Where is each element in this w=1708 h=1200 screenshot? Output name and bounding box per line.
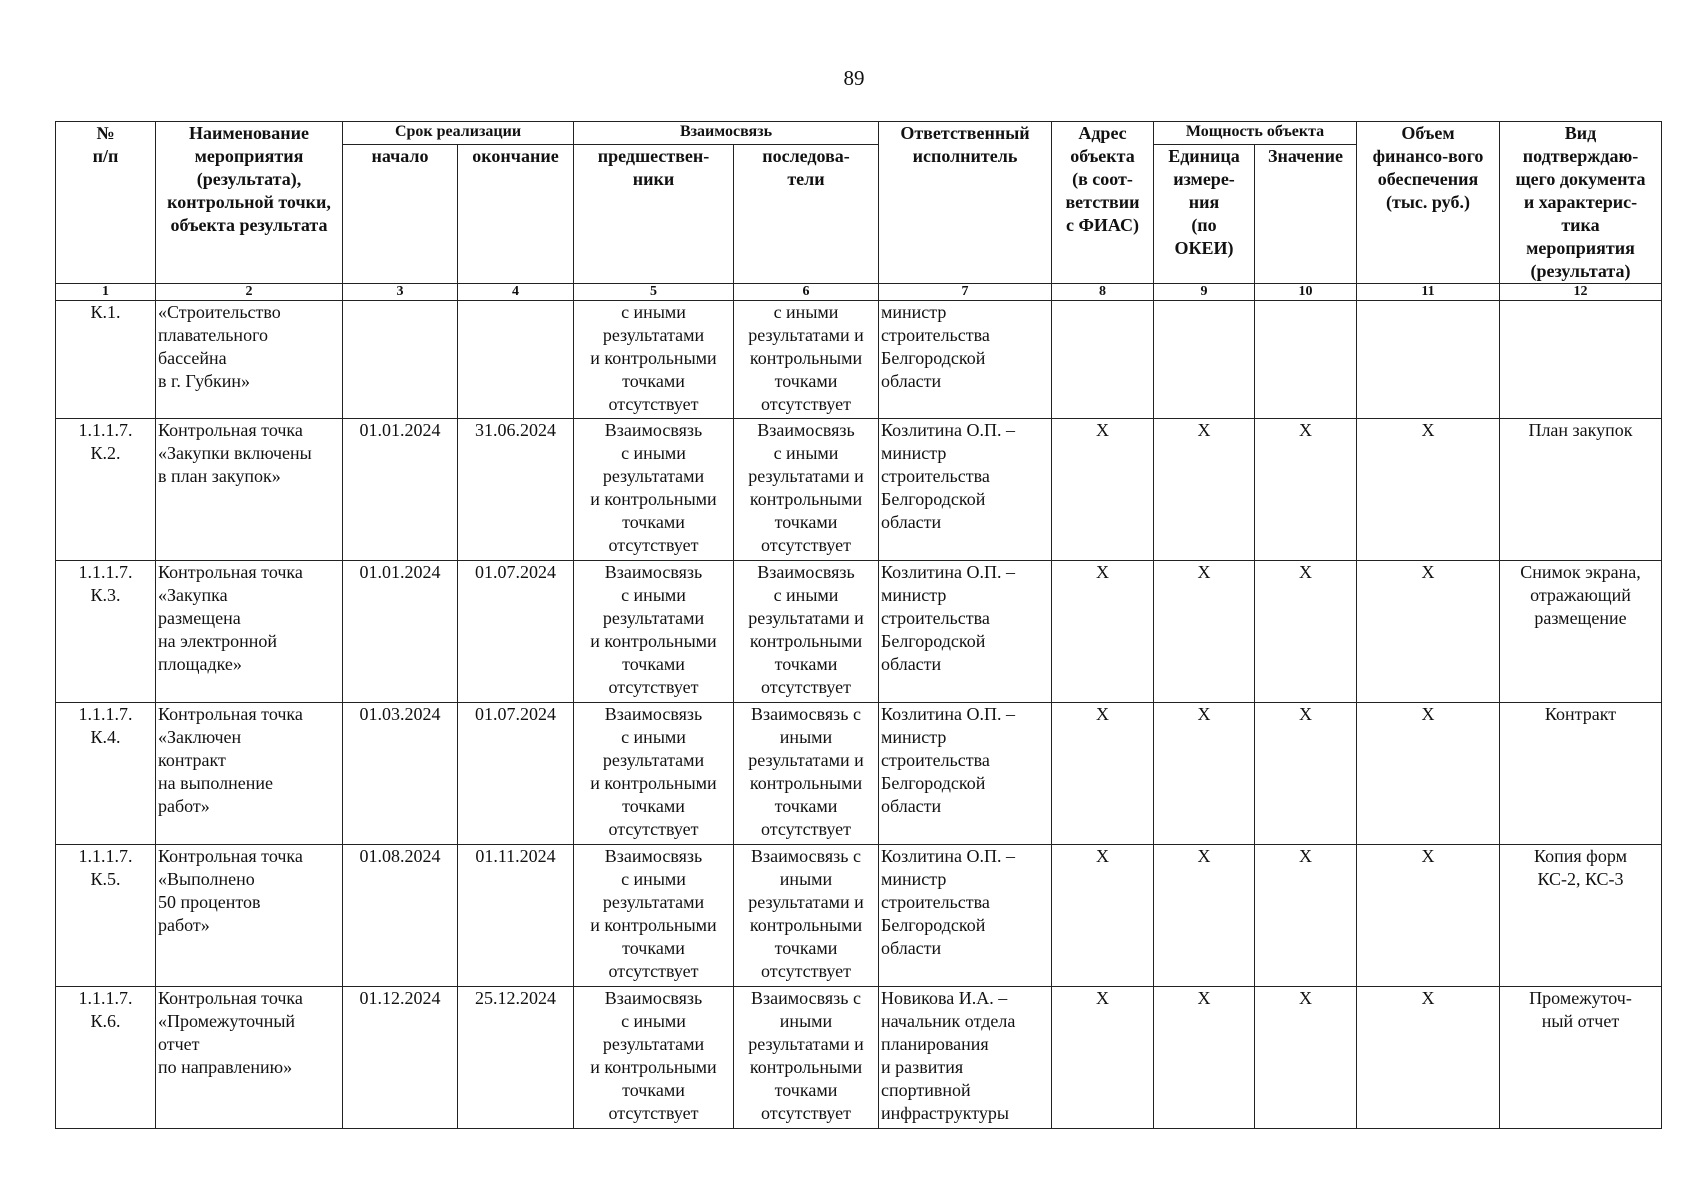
row-successors: Взаимосвязь с иными результатами и контрольными точками отсутствует xyxy=(734,844,879,986)
row-start-date: 01.08.2024 xyxy=(343,844,458,986)
row-end-date xyxy=(458,301,574,419)
column-number: 10 xyxy=(1255,284,1357,301)
row-address: Х xyxy=(1052,560,1154,702)
row-name: Контрольная точка «Промежуточный отчет по направлению» xyxy=(156,986,343,1128)
row-financing: Х xyxy=(1357,418,1500,560)
row-end-date: 01.07.2024 xyxy=(458,702,574,844)
row-end-date: 25.12.2024 xyxy=(458,986,574,1128)
row-predecessors: Взаимосвязь с иными результатами и контрольными точками отсутствует xyxy=(574,702,734,844)
row-responsible: Козлитина О.П. – министр строительства Белгородской области xyxy=(879,844,1052,986)
row-responsible: министр строительства Белгородской области xyxy=(879,301,1052,419)
header-responsible: Ответственный исполнитель xyxy=(879,122,1052,284)
column-number: 1 xyxy=(56,284,156,301)
row-predecessors: Взаимосвязь с иными результатами и контрольными точками отсутствует xyxy=(574,986,734,1128)
row-financing: Х xyxy=(1357,560,1500,702)
row-predecessors: Взаимосвязь с иными результатами и контрольными точками отсутствует xyxy=(574,844,734,986)
row-predecessors: Взаимосвязь с иными результатами и контрольными точками отсутствует xyxy=(574,560,734,702)
table-row xyxy=(56,560,1662,702)
row-name: «Строительство плавательного бассейна в г. Губкин» xyxy=(156,301,343,419)
row-responsible: Новикова И.А. – начальник отдела планирования и развития спортивной инфраструктуры xyxy=(879,986,1052,1128)
row-start-date: 01.01.2024 xyxy=(343,560,458,702)
row-start-date: 01.03.2024 xyxy=(343,702,458,844)
row-unit: Х xyxy=(1154,560,1255,702)
header-name: Наименование мероприятия (результата), контрольной точки, объекта результата xyxy=(156,122,343,284)
table-row xyxy=(56,418,1662,560)
row-name: Контрольная точка «Заключен контракт на выполнение работ» xyxy=(156,702,343,844)
row-number: 1.1.1.7. К.2. xyxy=(56,418,156,560)
header-link-group: Взаимосвязь xyxy=(574,122,879,145)
row-successors: Взаимосвязь с иными результатами и контрольными точками отсутствует xyxy=(734,560,879,702)
row-address xyxy=(1052,301,1154,419)
header-successors: последова- тели xyxy=(734,145,879,284)
row-financing xyxy=(1357,301,1500,419)
row-responsible: Козлитина О.П. – министр строительства Белгородской области xyxy=(879,560,1052,702)
table-row xyxy=(56,702,1662,844)
row-financing: Х xyxy=(1357,986,1500,1128)
row-value: Х xyxy=(1255,560,1357,702)
row-document xyxy=(1500,301,1662,419)
row-unit: Х xyxy=(1154,986,1255,1128)
row-number: 1.1.1.7. К.5. xyxy=(56,844,156,986)
row-successors: с иными результатами и контрольными точками отсутствует xyxy=(734,301,879,419)
row-predecessors: с иными результатами и контрольными точками отсутствует xyxy=(574,301,734,419)
row-address: Х xyxy=(1052,986,1154,1128)
row-end-date: 31.06.2024 xyxy=(458,418,574,560)
row-document: Контракт xyxy=(1500,702,1662,844)
column-number: 12 xyxy=(1500,284,1662,301)
row-value xyxy=(1255,301,1357,419)
header-start: начало xyxy=(343,145,458,284)
row-number: К.1. xyxy=(56,301,156,419)
row-name: Контрольная точка «Закупка размещена на электронной площадке» xyxy=(156,560,343,702)
row-value: Х xyxy=(1255,418,1357,560)
column-number-row xyxy=(56,284,1662,301)
row-document: Снимок экрана, отражающий размещение xyxy=(1500,560,1662,702)
row-name: Контрольная точка «Выполнено 50 процентов работ» xyxy=(156,844,343,986)
column-number: 5 xyxy=(574,284,734,301)
column-number: 9 xyxy=(1154,284,1255,301)
header-number: № п/п xyxy=(56,122,156,284)
header-predecessors: предшествен- ники xyxy=(574,145,734,284)
row-document: Копия форм КС-2, КС-3 xyxy=(1500,844,1662,986)
row-start-date xyxy=(343,301,458,419)
row-number: 1.1.1.7. К.6. xyxy=(56,986,156,1128)
row-unit: Х xyxy=(1154,844,1255,986)
row-value: Х xyxy=(1255,702,1357,844)
column-number: 11 xyxy=(1357,284,1500,301)
header-document: Вид подтверждаю- щего документа и характерис- тика мероприятия (результата) xyxy=(1500,122,1662,284)
row-document: Промежуточ- ный отчет xyxy=(1500,986,1662,1128)
row-document: План закупок xyxy=(1500,418,1662,560)
header-unit: Единица измере- ния (по ОКЕИ) xyxy=(1154,145,1255,284)
header-power-group: Мощность объекта xyxy=(1154,122,1357,145)
row-responsible: Козлитина О.П. – министр строительства Белгородской области xyxy=(879,418,1052,560)
row-value: Х xyxy=(1255,844,1357,986)
row-financing: Х xyxy=(1357,844,1500,986)
row-financing: Х xyxy=(1357,702,1500,844)
column-number: 8 xyxy=(1052,284,1154,301)
row-unit: Х xyxy=(1154,702,1255,844)
page-number: 89 xyxy=(843,66,865,90)
row-end-date: 01.11.2024 xyxy=(458,844,574,986)
row-unit xyxy=(1154,301,1255,419)
row-end-date: 01.07.2024 xyxy=(458,560,574,702)
header-value: Значение xyxy=(1255,145,1357,284)
header-financing: Объем финансо-вого обеспечения (тыс. руб.) xyxy=(1357,122,1500,284)
row-successors: Взаимосвязь с иными результатами и контрольными точками отсутствует xyxy=(734,986,879,1128)
column-number: 4 xyxy=(458,284,574,301)
row-start-date: 01.01.2024 xyxy=(343,418,458,560)
table-row xyxy=(56,301,1662,419)
header-address: Адрес объекта (в соот- ветствии с ФИАС) xyxy=(1052,122,1154,284)
column-number: 3 xyxy=(343,284,458,301)
row-value: Х xyxy=(1255,986,1357,1128)
row-responsible: Козлитина О.П. – министр строительства Белгородской области xyxy=(879,702,1052,844)
column-number: 6 xyxy=(734,284,879,301)
row-address: Х xyxy=(1052,844,1154,986)
table-row xyxy=(56,844,1662,986)
row-unit: Х xyxy=(1154,418,1255,560)
row-predecessors: Взаимосвязь с иными результатами и контрольными точками отсутствует xyxy=(574,418,734,560)
row-start-date: 01.12.2024 xyxy=(343,986,458,1128)
row-address: Х xyxy=(1052,702,1154,844)
column-number: 7 xyxy=(879,284,1052,301)
table-row xyxy=(56,986,1662,1128)
header-term-group: Срок реализации xyxy=(343,122,574,145)
header-end: окончание xyxy=(458,145,574,284)
row-successors: Взаимосвязь с иными результатами и контрольными точками отсутствует xyxy=(734,702,879,844)
row-address: Х xyxy=(1052,418,1154,560)
control-points-table xyxy=(55,121,1662,1129)
row-number: 1.1.1.7. К.4. xyxy=(56,702,156,844)
row-name: Контрольная точка «Закупки включены в план закупок» xyxy=(156,418,343,560)
column-number: 2 xyxy=(156,284,343,301)
row-number: 1.1.1.7. К.3. xyxy=(56,560,156,702)
row-successors: Взаимосвязь с иными результатами и контрольными точками отсутствует xyxy=(734,418,879,560)
